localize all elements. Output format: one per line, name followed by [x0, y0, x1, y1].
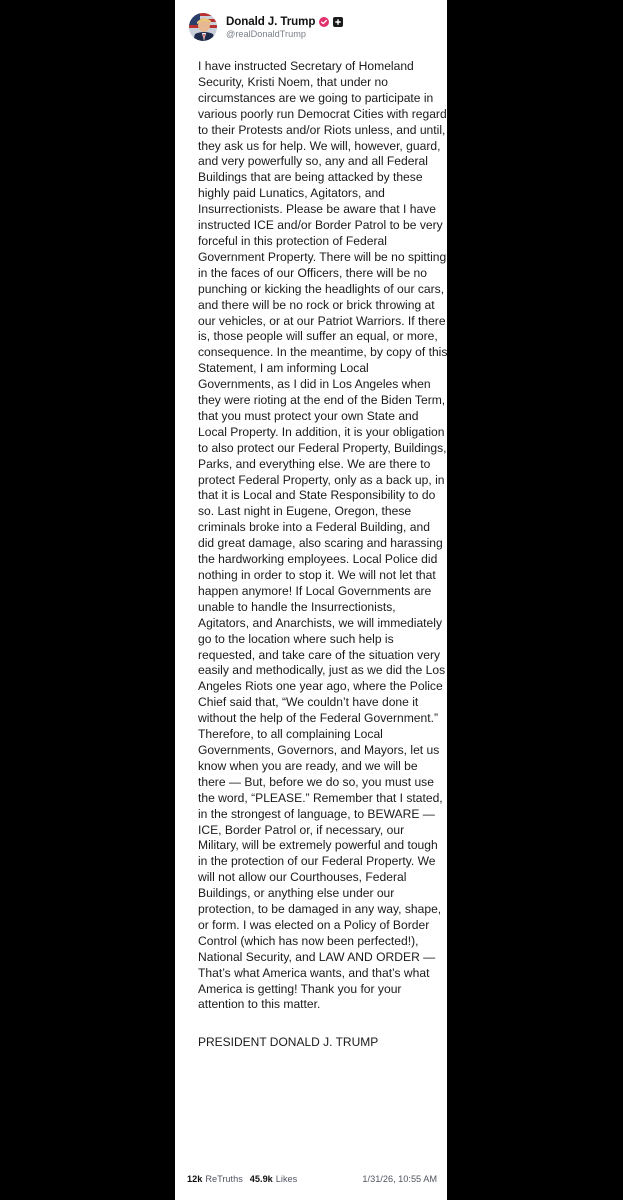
- verified-badge-icon: [319, 17, 329, 27]
- post-body-text: I have instructed Secretary of Homeland Security, Kristi Noem, that under no circumstances are we going to participate in various poorly run Democrat Cities with regard to their Protests and/or Riots unless, and until, they ask us for help. We will, however, guard, and very powerfully so, any and all Federal Buildings that are being attacked by these highly paid Lunatics, Agitators, and Insurrectionists. Please be aware that I have instructed ICE and/or Border Patrol to be very forceful in this protection of Federal Government Property. There will be no spitting in the faces of our Officers, there will be no punching or kicking the headlights of our cars, and there will be no rock or brick throwing at our vehicles, or at our Patriot Warriors. If there is, those people will suffer an equal, or more, consequence. In the meantime, by copy of this Statement, I am informing Local Governments, as I did in Los Angeles when they were rioting at the end of the Biden Term, that you must protect your own State and Local Property. In addition, it is your obligation to also protect our Federal Property, Buildings, Parks, and everything else. We are there to protect Federal Property, only as a back up, in that it is Local and State Responsibility to do so. Last night in Eugene, Oregon, these criminals broke into a Federal Building, and did great damage, also scaring and harassing the hardworking employees. Local Police did nothing in order to stop it. We will not let that happen anymore! If Local Governments are unable to handle the Insurrectionists, Agitators, and Anarchists, we will immediately go to the location where such help is requested, and take care of the situation very easily and methodically, just as we did the Los Angeles Riots one year ago, where the Police Chief said that, “We couldn’t have done it without the help of the Federal Government.” Therefore, to all complaining Local Governments, Governors, and Mayors, let us know when you are ready, and we will be there — But, before we do so, you must use the word, “PLEASE.” Remember that I stated, in the strongest of language, to BEWARE — ICE, Border Patrol or, if necessary, our Military, will be extremely powerful and tough in the protection of our Federal Property. We will not allow our Courthouses, Federal Buildings, or anything else under our protection, to be damaged in any way, shape, or form. I was elected on a Policy of Border Control (which has now been perfected!), National Security, and LAW AND ORDER — That’s what America wants, and that’s what America is getting! Thank you for your attention to this matter.: [198, 59, 451, 1012]
- post-timestamp[interactable]: 1/31/26, 10:55 AM: [362, 1174, 437, 1184]
- likes-label: Likes: [275, 1174, 298, 1184]
- author-display-name[interactable]: Donald J. Trump: [226, 15, 316, 28]
- post-signature: PRESIDENT DONALD J. TRUMP: [198, 1035, 379, 1050]
- avatar[interactable]: [189, 13, 217, 41]
- likes-stat[interactable]: [250, 1174, 297, 1184]
- retruths-label: ReTruths: [205, 1174, 243, 1184]
- likes-count: 45.9k: [249, 1174, 273, 1184]
- plus-badge-icon: [333, 17, 343, 27]
- author-block: [226, 15, 343, 39]
- post-footer: [187, 1174, 437, 1184]
- name-row: [226, 15, 343, 28]
- author-handle[interactable]: @realDonaldTrump: [226, 29, 306, 39]
- post-card: [175, 0, 451, 1200]
- avatar-image-icon: [189, 13, 217, 41]
- retruths-stat[interactable]: [187, 1174, 243, 1184]
- post-header: [189, 10, 435, 44]
- retruths-count: 12k: [187, 1174, 203, 1184]
